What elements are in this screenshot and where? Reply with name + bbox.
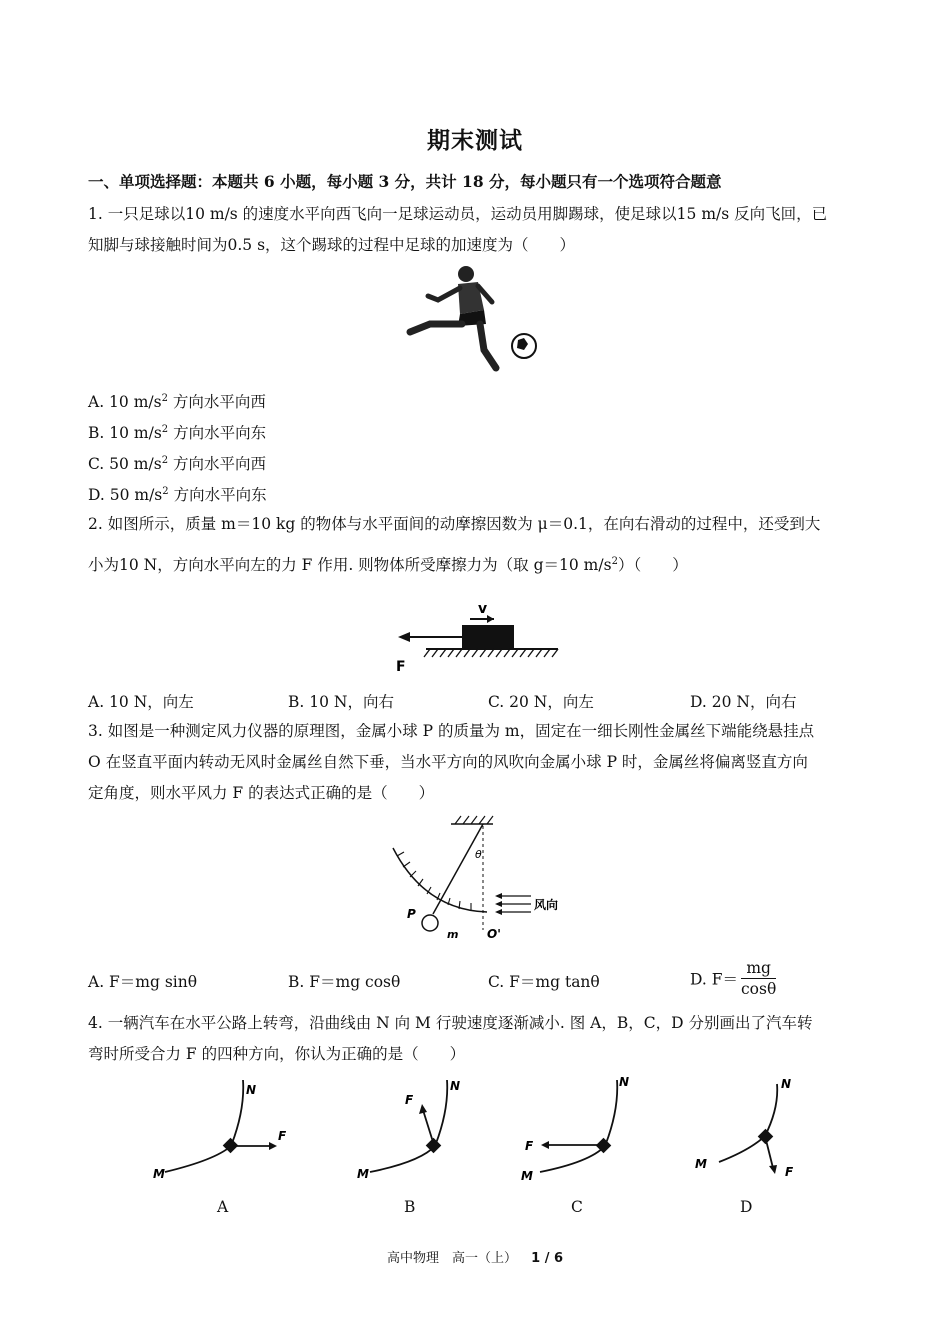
q3-option-a: A. F＝mg sinθ: [88, 973, 198, 991]
q1-option-b: B. 10 $m/s^2$ 方向水平向东: [88, 423, 267, 442]
q3-option-b: B. F＝mg cosθ: [288, 973, 401, 991]
panel-a-label: A: [217, 1198, 229, 1216]
q3-stem-line3: 定角度，则水平风力 F 的表达式正确的是（ ）: [88, 784, 435, 802]
svg-text:F: F: [785, 1165, 794, 1179]
q3-option-c: C. F＝mg tanθ: [488, 973, 600, 991]
panel-d-figure: [695, 1077, 794, 1179]
q2-stem-line2: 小为10 N，方向水平向左的力 F 作用. 则物体所受摩擦力为（取 g＝10 $m/s^2$）（ ）: [88, 555, 688, 574]
footer-subject: 高中物理 高一（上）: [386, 1251, 517, 1266]
panel-c-figure: [521, 1075, 629, 1183]
panel-d-label: D: [740, 1198, 753, 1216]
q3-option-d: D. F＝ $\frac{mg}{\cos\theta}$: [690, 959, 777, 998]
q2-stem-line1: 2. 如图所示，质量 m＝10 kg 的物体与水平面间的动摩擦因数为 μ＝0.1，在向右滑动的过程中，还受到大: [88, 515, 821, 533]
q1-option-d: D. 50 $m/s^2$ 方向水平向东: [88, 485, 267, 504]
wind-label: 风向: [534, 898, 559, 912]
metal-ball: [422, 915, 438, 931]
block: [462, 625, 514, 649]
wind-meter-figure: [385, 812, 575, 947]
o-prime-label: O': [487, 927, 501, 941]
theta-label: θ: [475, 848, 482, 861]
q3-stem-line1: 3. 如图是一种测定风力仪器的原理图，金属小球 P 的质量为 m，固定在一细长刚性金属丝下端能绕悬挂点: [88, 722, 815, 740]
svg-text:F: F: [405, 1093, 414, 1107]
panel-b-label: B: [404, 1198, 416, 1216]
svg-text:N: N: [619, 1075, 630, 1089]
velocity-arrow-head: [487, 615, 494, 623]
panel-c-label: C: [571, 1198, 583, 1216]
svg-text:N: N: [450, 1079, 461, 1093]
block-friction-figure: [390, 597, 565, 677]
m-label: m: [447, 928, 459, 941]
q2-option-d: D. 20 N，向右: [690, 693, 797, 711]
svg-text:M: M: [521, 1169, 533, 1183]
q2-option-c: C. 20 N，向左: [488, 693, 594, 711]
page-number: 1 / 6: [531, 1251, 564, 1266]
svg-text:F: F: [278, 1129, 287, 1143]
q1-option-a: A. 10 $m/s^2$ 方向水平向西: [88, 392, 266, 411]
q2-option-a: A. 10 N，向左: [88, 693, 194, 711]
page-title: 期末测试: [427, 127, 523, 154]
force-arrow-head: [398, 632, 410, 642]
p-label: P: [407, 907, 416, 921]
page-footer: [0, 1247, 950, 1266]
svg-text:M: M: [357, 1167, 369, 1181]
force-label: F: [396, 659, 406, 675]
svg-text:M: M: [153, 1167, 165, 1181]
panel-b-figure: [357, 1079, 460, 1181]
svg-text:N: N: [781, 1077, 792, 1091]
velocity-label: v: [478, 601, 488, 617]
q4-stem-line2: 弯时所受合力 F 的四种方向，你认为正确的是（ ）: [88, 1045, 466, 1063]
q3-stem-line2: O 在竖直平面内转动无风时金属丝自然下垂，当水平方向的风吹向金属小球 P 时，金属丝将偏离竖直方向: [88, 753, 808, 771]
soccer-player-illustration: [400, 262, 550, 377]
panel-a-figure: [153, 1080, 287, 1181]
svg-text:M: M: [695, 1157, 707, 1171]
svg-text:F: F: [525, 1139, 534, 1153]
q4-stem-line1: 4. 一辆汽车在水平公路上转弯，沿曲线由 N 向 M 行驶速度逐渐减小. 图 A，B，C，D 分别画出了汽车转: [88, 1014, 813, 1032]
metal-wire: [433, 824, 483, 914]
section-heading: 一、单项选择题：本题共 6 小题，每小题 3 分，共计 18 分，每小题只有一个选项符合题意: [88, 172, 722, 191]
curve-force-figures: [145, 1070, 825, 1220]
q2-option-b: B. 10 N，向右: [288, 693, 394, 711]
q1-option-c: C. 50 $m/s^2$ 方向水平向西: [88, 454, 266, 473]
q1-stem-line1: 1. 一只足球以10 m/s 的速度水平向西飞向一足球运动员，运动员用脚踢球，使足球以15 m/s 反向飞回，已: [88, 205, 828, 223]
svg-text:N: N: [246, 1083, 257, 1097]
q1-stem-line2: 知脚与球接触时间为0.5 s，这个踢球的过程中足球的加速度为（ ）: [88, 236, 576, 254]
